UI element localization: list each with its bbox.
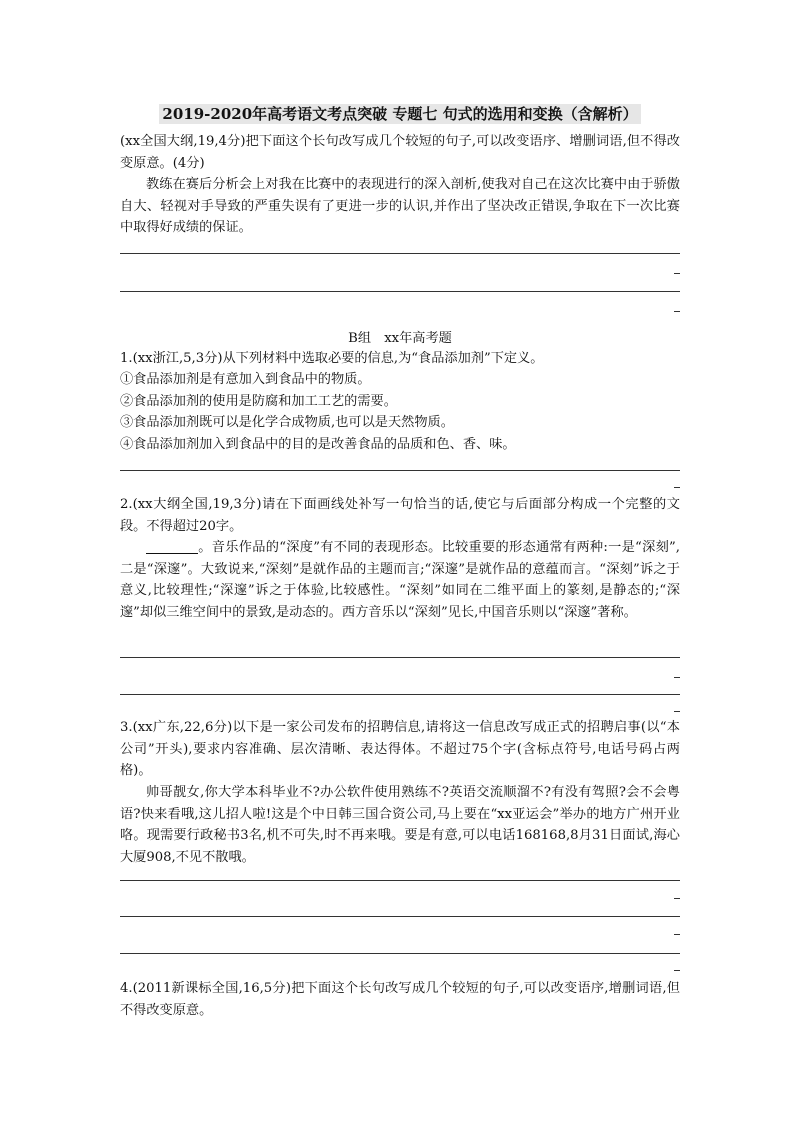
q1-item: ④食品添加剂加入到食品中的目的是改善食品的品质和色、香、味。	[120, 437, 516, 452]
answer-line	[120, 291, 680, 292]
answer-line-end	[674, 677, 680, 678]
q3-passage: 帅哥靓女,你大学本科毕业不?办公软件使用熟练不?英语交流顺溜不?有没有驾照?会不会粤语?快来看哦,这儿招人啦!这是个中日韩三国合资公司,马上要在“xx亚运会”举办的地方广州开业咯。现需要行政秘书3名,机不可失,时不再来哦。要是有意,可以电话168168,8月31日面试,海心大厦908,不见不散哦。	[120, 785, 680, 865]
answer-line-end	[674, 898, 680, 899]
q1-item: ③食品添加剂既可以是化学合成物质,也可以是天然物质。	[120, 415, 454, 430]
answer-line	[120, 953, 680, 954]
answer-line-end	[674, 273, 680, 274]
answer-line-end	[674, 934, 680, 935]
title-text: 2019-2020年高考语文考点突破 专题七 句式的选用和变换（含解析）	[159, 104, 640, 124]
answer-line-end	[674, 487, 680, 488]
answer-line	[120, 253, 680, 254]
intro-instruction: (xx全国大纲,19,4分)把下面这个长句改写成几个较短的句子,可以改变语序、增删词语,但不得改变原意。(4分)	[120, 134, 680, 171]
answer-line	[120, 880, 680, 881]
answer-line	[120, 470, 680, 471]
fill-blank[interactable]	[146, 539, 198, 554]
q2-passage-text: 。音乐作品的“深度”有不同的表现形态。比较重要的形态通常有两种:一是“深刻”,二是“深邃”。大致说来,“深刻”是就作品的主题而言;“深邃”是就作品的意蕴而言。“深刻”诉之于意义,比较理性;“深邃”诉之于体验,比较感性。“深刻”如同在二维平面上的篆刻,是静态的;“深邃”却似三维空间中的景致,是动态的。西方音乐以“深刻”见长,中国音乐则以“深邃”著称。	[120, 540, 680, 620]
page-title	[0, 103, 800, 124]
q1-prompt: 1.(xx浙江,5,3分)从下列材料中选取必要的信息,为“食品添加剂”下定义。	[120, 351, 544, 366]
answer-line-end	[674, 311, 680, 312]
answer-line	[120, 916, 680, 917]
q4-prompt: 4.(2011新课标全国,16,5分)把下面这个长句改写成几个较短的句子,可以改变语序,增删词语,但不得改变原意。	[120, 981, 680, 1018]
q1-item: ②食品添加剂的使用是防腐和加工工艺的需要。	[120, 394, 397, 409]
q2-prompt: 2.(xx大纲全国,19,3分)请在下面画线处补写一句恰当的话,使它与后面部分构成一个完整的文段。不得超过20字。	[120, 497, 680, 534]
q2-passage	[120, 537, 680, 623]
q1-item: ①食品添加剂是有意加入到食品中的物质。	[120, 372, 371, 387]
intro-passage: 教练在赛后分析会上对我在比赛中的表现进行的深入剖析,使我对自己在这次比赛中由于骄傲自大、轻视对手导致的严重失误有了更进一步的认识,并作出了坚决改正错误,争取在下一次比赛中取得好成绩的保证。	[120, 177, 680, 235]
section-heading: B组 xx年高考题	[348, 331, 452, 346]
answer-line	[120, 694, 680, 695]
answer-line-end	[674, 711, 680, 712]
answer-line-end	[674, 970, 680, 971]
q3-prompt: 3.(xx广东,22,6分)以下是一家公司发布的招聘信息,请将这一信息改写成正式的招聘启事(以“本公司”开头),要求内容准确、层次清晰、表达得体。不超过75个字(含标点符号,电话号码占两格)。	[120, 720, 680, 778]
answer-line	[120, 657, 680, 658]
